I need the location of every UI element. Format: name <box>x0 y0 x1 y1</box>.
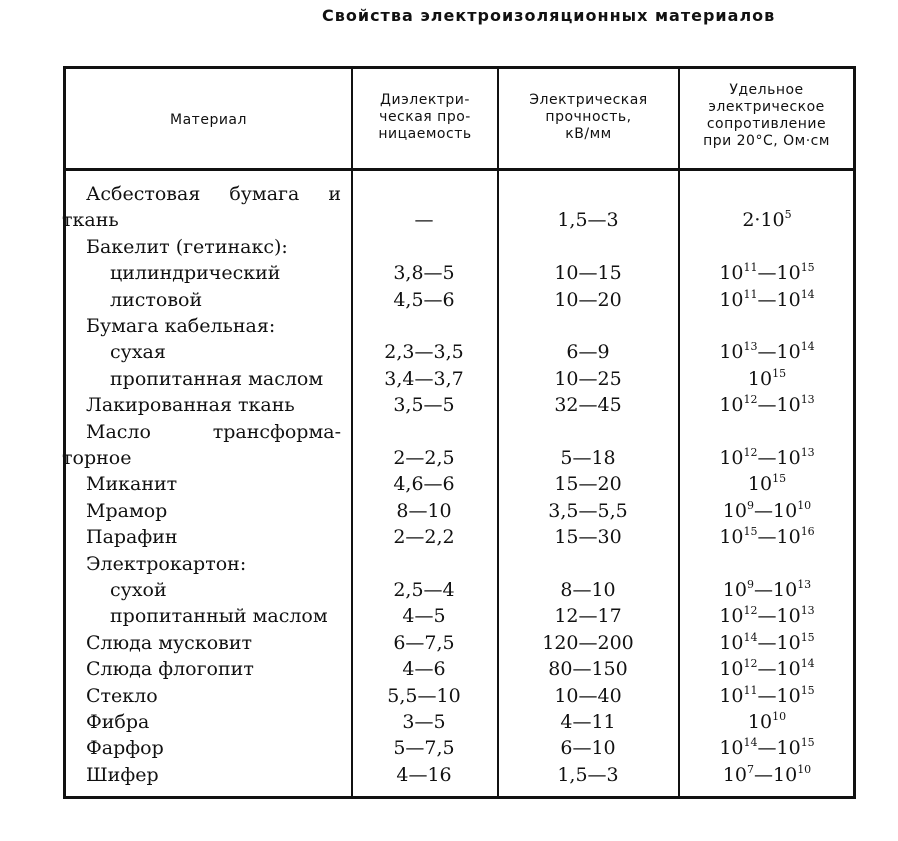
table-row <box>0 577 898 603</box>
resistivity-exponent: 11 <box>743 261 758 275</box>
resistivity-exponent: 14 <box>800 340 815 354</box>
material-cell: листовой <box>110 288 203 311</box>
permittivity-cell: 4,5—6 <box>393 288 455 311</box>
header-line: электрическое <box>708 99 825 115</box>
table-row <box>0 260 898 286</box>
resistivity-cell <box>681 709 853 738</box>
table-row <box>0 735 898 761</box>
resistivity-base: 10 <box>719 631 744 654</box>
permittivity-cell: 2—2,2 <box>393 526 455 549</box>
strength-cell: 12—17 <box>554 605 622 628</box>
material-cell: Электрокартон: <box>86 552 247 575</box>
strength-cell: 3,5—5,5 <box>548 499 628 522</box>
resistivity-base: —10 <box>757 288 801 311</box>
table-row <box>0 471 898 497</box>
material-cell: Фибра <box>86 711 150 733</box>
table-row <box>0 445 898 471</box>
permittivity-cell: 4—5 <box>402 605 446 628</box>
material-cell: Мрамор <box>86 499 168 522</box>
resistivity-cell <box>681 735 853 764</box>
resistivity-cell <box>681 524 853 553</box>
strength-cell: 80—150 <box>548 658 628 681</box>
resistivity-exponent: 14 <box>743 630 758 644</box>
resistivity-cell <box>681 656 853 685</box>
permittivity-cell: 3—5 <box>402 711 446 733</box>
material-cell: Асбестовая бумага и <box>86 183 341 205</box>
resistivity-exponent: 11 <box>743 683 758 697</box>
permittivity-cell: 2—2,5 <box>393 447 455 469</box>
table-row <box>0 287 898 313</box>
strength-cell: 120—200 <box>542 631 634 654</box>
strength-cell: 1,5—3 <box>557 209 619 232</box>
resistivity-exponent: 15 <box>800 261 815 275</box>
table-row <box>0 683 898 709</box>
permittivity-cell: 2,3—3,5 <box>384 341 464 364</box>
resistivity-cell <box>681 339 853 368</box>
strength-cell: 15—30 <box>554 526 622 549</box>
permittivity-cell: 5—7,5 <box>393 737 455 760</box>
resistivity-base: —10 <box>757 341 801 364</box>
resistivity-base: 10 <box>747 367 773 390</box>
permittivity-cell: 4,6—6 <box>393 473 455 496</box>
resistivity-base: 10 <box>747 711 773 733</box>
permittivity-cell: 6—7,5 <box>393 631 455 654</box>
resistivity-base: 10 <box>722 499 747 522</box>
permittivity-cell: 8—10 <box>396 499 452 522</box>
permittivity-cell: 5,5—10 <box>387 684 461 707</box>
resistivity-base: —10 <box>757 262 801 285</box>
header-line: ческая про- <box>379 109 471 125</box>
resistivity-exponent: 14 <box>743 736 758 750</box>
resistivity-cell <box>681 577 853 606</box>
resistivity-cell <box>681 207 853 236</box>
strength-cell: 10—20 <box>554 288 622 311</box>
resistivity-exponent: 13 <box>743 340 758 354</box>
resistivity-cell <box>681 630 853 659</box>
table-row <box>0 181 898 207</box>
material-cell: Парафин <box>86 526 178 549</box>
resistivity-base: 10 <box>719 341 744 364</box>
resistivity-base: 10 <box>722 579 747 601</box>
resistivity-exponent: 5 <box>784 208 792 222</box>
strength-cell: 4—11 <box>560 711 616 733</box>
resistivity-exponent: 13 <box>800 604 815 618</box>
material-cell: Слюда мусковит <box>86 631 252 654</box>
resistivity-base: —10 <box>757 684 801 707</box>
header-permittivity <box>353 92 497 143</box>
strength-cell: 15—20 <box>554 473 622 496</box>
material-cell: Миканит <box>86 473 178 496</box>
resistivity-exponent: 9 <box>747 498 754 512</box>
table-row <box>0 524 898 550</box>
permittivity-cell: 4—6 <box>402 658 446 681</box>
resistivity-base: —10 <box>754 579 798 601</box>
resistivity-base: 10 <box>719 605 744 628</box>
header-line: Электрическая <box>529 92 648 108</box>
header-line: Материал <box>170 112 247 128</box>
strength-cell: 8—10 <box>560 579 616 601</box>
resistivity-exponent: 13 <box>800 446 815 459</box>
resistivity-base: 10 <box>719 658 744 681</box>
resistivity-base: —10 <box>757 526 801 549</box>
permittivity-cell: 2,5—4 <box>393 579 455 601</box>
table-row <box>0 392 898 418</box>
strength-cell: 6—10 <box>560 737 616 760</box>
table-row <box>0 234 898 260</box>
page-title: Свойства электроизоляционных материалов <box>322 6 776 25</box>
resistivity-exponent: 10 <box>797 498 812 512</box>
resistivity-exponent: 13 <box>800 393 815 407</box>
table-row <box>0 656 898 682</box>
permittivity-cell: 3,4—3,7 <box>384 367 464 390</box>
resistivity-exponent: 15 <box>743 525 758 539</box>
material-cell: Лакированная ткань <box>86 394 295 417</box>
resistivity-cell <box>681 287 853 316</box>
table-row <box>0 762 898 788</box>
resistivity-base: 10 <box>719 447 744 469</box>
resistivity-base: 2·10 <box>742 209 785 232</box>
resistivity-exponent: 11 <box>743 287 758 301</box>
strength-cell: 10—25 <box>554 367 622 390</box>
resistivity-exponent: 14 <box>800 657 815 671</box>
resistivity-base: —10 <box>757 605 801 628</box>
header-line: прочность, <box>545 109 632 125</box>
resistivity-exponent: 9 <box>747 578 754 591</box>
resistivity-base: —10 <box>757 394 801 417</box>
material-cell: торное <box>62 447 132 469</box>
material-cell: пропитанная маслом <box>110 367 324 390</box>
resistivity-exponent: 15 <box>772 366 787 380</box>
table-row <box>0 551 898 577</box>
resistivity-base: 10 <box>719 684 744 707</box>
resistivity-cell <box>681 471 853 500</box>
resistivity-base: 10 <box>719 737 744 760</box>
resistivity-base: —10 <box>757 737 801 760</box>
header-line: Диэлектри- <box>380 92 470 108</box>
resistivity-base: 10 <box>722 763 747 786</box>
header-line: Удельное <box>729 82 804 98</box>
table-row <box>0 603 898 629</box>
header-line: при 20°С, Ом·см <box>703 133 830 149</box>
resistivity-base: 10 <box>719 262 744 285</box>
header-material <box>66 112 351 129</box>
material-cell: Фарфор <box>86 737 164 760</box>
permittivity-cell: 3,8—5 <box>393 262 455 285</box>
table-row <box>0 419 898 445</box>
strength-cell: 6—9 <box>566 341 610 364</box>
strength-cell: 10—15 <box>554 262 622 285</box>
resistivity-exponent: 10 <box>772 710 787 723</box>
resistivity-base: 10 <box>719 394 744 417</box>
header-resistivity <box>680 82 853 150</box>
resistivity-base: 10 <box>747 473 773 496</box>
resistivity-exponent: 12 <box>743 393 758 407</box>
resistivity-cell <box>681 603 853 632</box>
resistivity-cell <box>681 260 853 289</box>
resistivity-exponent: 16 <box>800 525 815 539</box>
resistivity-exponent: 15 <box>800 630 815 644</box>
resistivity-base: —10 <box>754 763 798 786</box>
resistivity-base: 10 <box>719 288 744 311</box>
permittivity-cell: 3,5—5 <box>393 394 455 417</box>
table-row <box>0 207 898 233</box>
material-cell: Стекло <box>86 684 158 707</box>
header-line: кВ/мм <box>565 126 612 142</box>
table-row <box>0 709 898 735</box>
resistivity-exponent: 15 <box>800 736 815 750</box>
table-row <box>0 630 898 656</box>
resistivity-cell <box>681 366 853 395</box>
resistivity-exponent: 12 <box>743 604 758 618</box>
strength-cell: 1,5—3 <box>557 763 619 786</box>
header-line: сопротивление <box>706 116 827 132</box>
permittivity-cell: 4—16 <box>396 763 452 786</box>
resistivity-exponent: 14 <box>800 287 815 301</box>
material-cell: Бумага кабельная: <box>86 315 276 337</box>
material-cell: Бакелит (гетинакс): <box>86 235 288 258</box>
resistivity-exponent: 12 <box>743 446 758 459</box>
resistivity-base: 10 <box>719 526 744 549</box>
header-divider <box>63 168 856 171</box>
resistivity-cell <box>681 762 853 791</box>
table-row <box>0 366 898 392</box>
resistivity-exponent: 12 <box>743 657 758 671</box>
resistivity-cell <box>681 392 853 421</box>
resistivity-cell <box>681 445 853 474</box>
resistivity-base: —10 <box>757 658 801 681</box>
header-line: ницаемость <box>378 126 472 142</box>
table-row <box>0 313 898 339</box>
permittivity-cell: — <box>414 209 434 232</box>
resistivity-cell <box>681 683 853 712</box>
resistivity-exponent: 7 <box>747 762 754 776</box>
strength-cell: 5—18 <box>560 447 616 469</box>
material-cell: Масло трансформа- <box>86 420 341 443</box>
resistivity-base: —10 <box>757 631 801 654</box>
resistivity-base: —10 <box>754 499 798 522</box>
material-cell: ткань <box>62 209 119 232</box>
material-cell: пропитанный маслом <box>110 605 328 628</box>
resistivity-exponent: 15 <box>772 472 787 486</box>
resistivity-exponent: 10 <box>797 762 812 776</box>
resistivity-cell <box>681 498 853 527</box>
material-cell: цилиндрический <box>110 262 281 285</box>
resistivity-exponent: 13 <box>797 578 812 591</box>
strength-cell: 32—45 <box>554 394 622 417</box>
material-cell: сухая <box>110 341 166 364</box>
table-row <box>0 339 898 365</box>
header-strength <box>499 92 678 143</box>
strength-cell: 10—40 <box>554 684 622 707</box>
material-cell: сухой <box>110 579 167 601</box>
material-cell: Слюда флогопит <box>86 658 254 681</box>
material-cell: Шифер <box>86 763 159 786</box>
resistivity-base: —10 <box>757 447 801 469</box>
table-row <box>0 498 898 524</box>
resistivity-exponent: 15 <box>800 683 815 697</box>
